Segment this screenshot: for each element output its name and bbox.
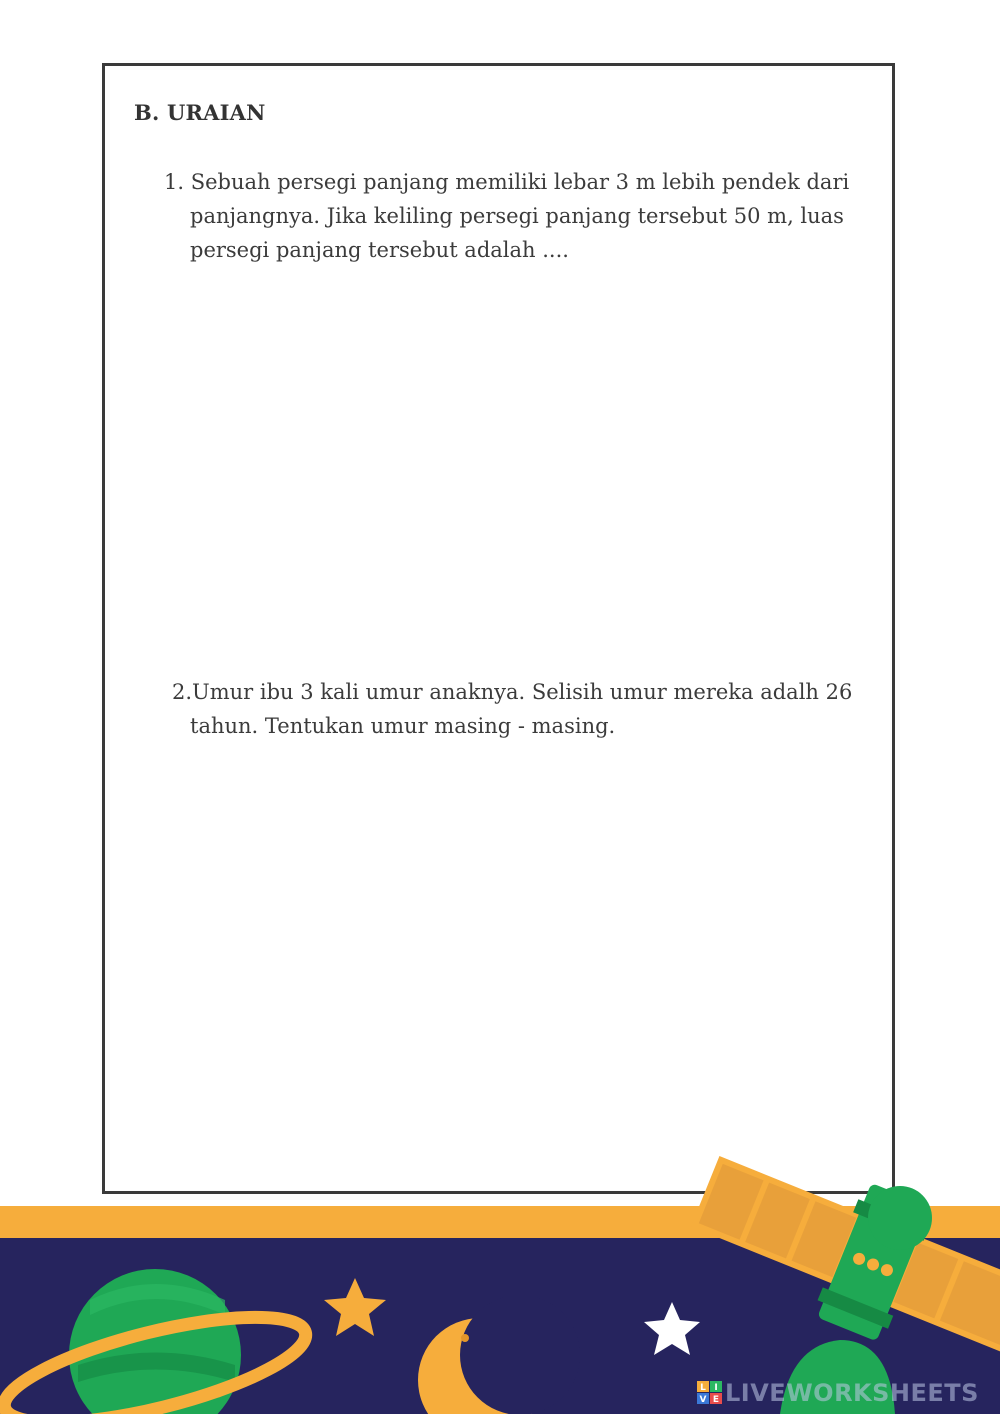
space-decoration: [0, 1150, 1000, 1414]
logo-letter: V: [699, 1395, 707, 1405]
question-1: [164, 165, 864, 267]
watermark-text: LIVEWORKSHEETS: [725, 1379, 979, 1407]
liveworksheets-logo-icon: [697, 1381, 723, 1405]
logo-letter: L: [700, 1383, 706, 1393]
question-number: 1.: [164, 170, 185, 194]
logo-letter: I: [714, 1383, 718, 1393]
question-text-line: panjangnya. Jika keliling persegi panjang tersebut 50 m, luas: [190, 204, 844, 228]
question-2: [172, 675, 872, 743]
question-text-line: tahun. Tentukan umur masing - masing.: [190, 714, 616, 738]
logo-letter: E: [712, 1395, 720, 1405]
section-title: B. URAIAN: [134, 100, 266, 125]
question-text-line: persegi panjang tersebut adalah ....: [190, 238, 569, 262]
question-text-line: Umur ibu 3 kali umur anaknya. Selisih umur mereka adalh 26: [192, 680, 853, 704]
liveworksheets-watermark: [697, 1378, 979, 1408]
question-number: 2.: [172, 680, 193, 704]
question-text-line: Sebuah persegi panjang memiliki lebar 3 m lebih pendek dari: [190, 170, 850, 194]
